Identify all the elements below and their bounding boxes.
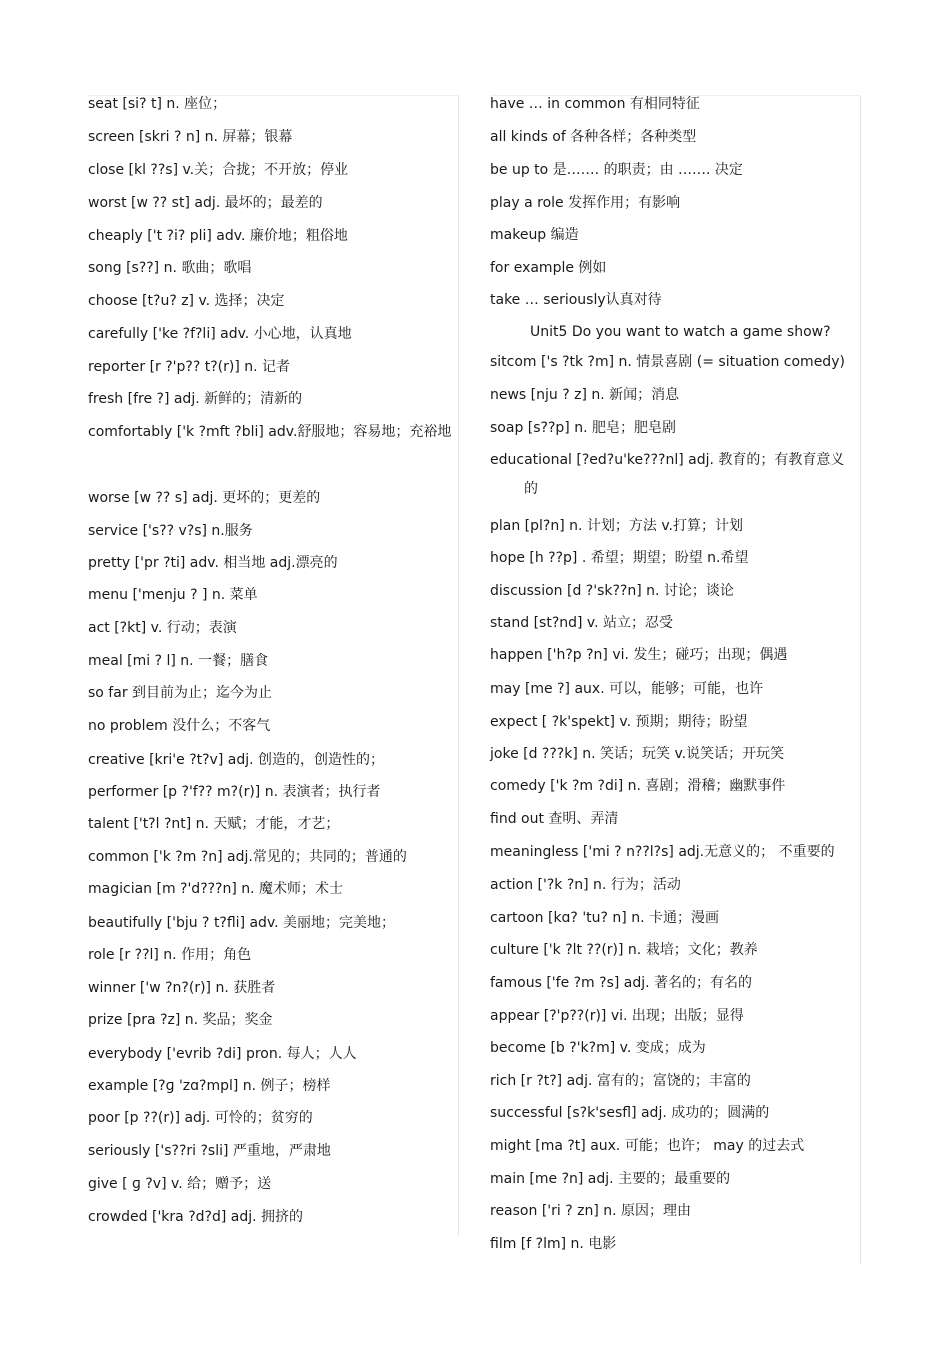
vocab-column-right [490, 95, 861, 1264]
vocab-entry: worse [w ?? s] adj. 更坏的；更差的 [88, 490, 321, 506]
vocab-entry: act [?kt] v. 行动；表演 [88, 620, 237, 636]
vocab-entry: song [s??] n. 歌曲；歌唱 [88, 260, 252, 276]
vocab-entry: makeup 编造 [490, 227, 579, 243]
vocab-entry: might [ma ?t] aux. 可能；也许； may 的过去式 [490, 1138, 805, 1154]
vocab-entry: successful [s?k'sesfl] adj. 成功的；圆满的 [490, 1105, 770, 1121]
vocab-entry: main [me ?n] adj. 主要的；最重要的 [490, 1171, 731, 1187]
vocab-entry: have … in common 有相同特征 [490, 96, 700, 112]
vocab-entry: action ['?k ?n] n. 行为；活动 [490, 877, 681, 893]
vocab-entry: plan [pl?n] n. 计划；方法 v.打算；计划 [490, 518, 744, 534]
vocab-entry: meal [mi ? l] n. 一餐；膳食 [88, 653, 269, 669]
vocab-entry: common ['k ?m ?n] adj.常见的；共同的；普通的 [88, 849, 407, 865]
vocab-entry: worst [w ?? st] adj. 最坏的；最差的 [88, 195, 323, 211]
vocab-entry: talent ['t?l ?nt] n. 天赋；才能，才艺； [88, 816, 340, 832]
vocab-entry: joke [d ???k] n. 笑话；玩笑 v.说笑话；开玩笑 [490, 746, 785, 762]
vocab-entry: play a role 发挥作用；有影响 [490, 195, 681, 211]
vocab-entry: stand [st?nd] v. 站立；忍受 [490, 615, 674, 631]
vocab-entry: winner ['w ?n?(r)] n. 获胜者 [88, 980, 276, 996]
vocab-entry: prize [pra ?z] n. 奖品；奖金 [88, 1012, 273, 1028]
unit-heading: Unit5 Do you want to watch a game show? [530, 324, 831, 340]
vocab-entry: performer [p ?'f?? m?(r)] n. 表演者；执行者 [88, 784, 381, 800]
vocab-entry: so far 到目前为止；迄今为止 [88, 685, 273, 701]
vocab-entry: news [nju ? z] n. 新闻；消息 [490, 387, 680, 403]
vocab-entry: seat [si? t] n. 座位； [88, 96, 227, 112]
vocab-entry: example [?ɡ 'zɑ?mpl] n. 例子；榜样 [88, 1078, 331, 1094]
vocab-entry: find out 查明、弄清 [490, 811, 619, 827]
vocab-entry: pretty ['pr ?ti] adv. 相当地 adj.漂亮的 [88, 555, 338, 571]
vocab-entry: carefully ['ke ?f?li] adv. 小心地，认真地 [88, 326, 352, 342]
vocab-entry: expect [ ?k'spekt] v. 预期；期待；盼望 [490, 714, 748, 730]
vocab-entry: poor [p ??(r)] adj. 可怜的；贫穷的 [88, 1110, 313, 1126]
vocab-entry: no problem 没什么；不客气 [88, 718, 271, 734]
vocab-entry: fresh [fre ?] adj. 新鲜的；清新的 [88, 391, 303, 407]
vocab-entry: seriously ['s??ri ?sli] 严重地，严肃地 [88, 1143, 331, 1159]
vocab-entry: educational [?ed?u'ke???nl] adj. 教育的；有教育意义的 [490, 452, 845, 497]
vocab-entry: culture ['k ?lt ??(r)] n. 栽培；文化；教养 [490, 942, 758, 958]
vocab-entry: close [kl ??s] v.关；合拢；不开放；停业 [88, 162, 349, 178]
vocab-entry: be up to 是……. 的职责；由 ……. 决定 [490, 162, 743, 178]
vocab-entry: everybody ['evrib ?di] pron. 每人；人人 [88, 1046, 357, 1062]
vocab-entry: comfortably ['k ?mft ?bli] adv.舒服地；容易地；充裕地 [88, 424, 452, 440]
vocab-entry: film [f ?lm] n. 电影 [490, 1236, 617, 1252]
vocab-entry: beautifully ['bju ? t?fli] adv. 美丽地；完美地； [88, 915, 396, 931]
vocab-entry: crowded ['kra ?d?d] adj. 拥挤的 [88, 1209, 304, 1225]
vocab-entry: meaningless ['mi ? n??l?s] adj.无意义的； 不重要的 [490, 844, 835, 860]
vocab-entry: role [r ??l] n. 作用；角色 [88, 947, 252, 963]
vocab-entry: all kinds of 各种各样；各种类型 [490, 129, 697, 145]
vocab-entry: give [ ɡ ?v] v. 给；赠予；送 [88, 1176, 272, 1192]
vocab-entry: screen [skri ? n] n. 屏幕；银幕 [88, 129, 293, 145]
vocab-entry: magician [m ?'d???n] n. 魔术师；术士 [88, 881, 344, 897]
vocab-entry: rich [r ?t?] adj. 富有的；富饶的；丰富的 [490, 1073, 751, 1089]
vocab-column-left [88, 95, 459, 1236]
vocab-entry: reason ['ri ? zn] n. 原因；理由 [490, 1203, 692, 1219]
vocab-entry: famous ['fe ?m ?s] adj. 著名的；有名的 [490, 975, 753, 991]
vocab-entry: comedy ['k ?m ?di] n. 喜剧；滑稽；幽默事件 [490, 778, 786, 794]
vocab-entry: for example 例如 [490, 260, 607, 276]
vocab-entry: reporter [r ?'p?? t?(r)] n. 记者 [88, 359, 291, 375]
vocab-entry: creative [kri'e ?t?v] adj. 创造的，创造性的； [88, 752, 384, 768]
vocab-entry: cartoon [kɑ? 'tu? n] n. 卡通；漫画 [490, 910, 719, 926]
vocab-entry: hope [h ??p] . 希望；期望；盼望 n.希望 [490, 550, 749, 566]
vocab-entry: discussion [d ?'sk??n] n. 讨论；谈论 [490, 583, 734, 599]
vocab-entry: menu ['menju ? ] n. 菜单 [88, 587, 258, 603]
vocab-entry: service ['s?? v?s] n.服务 [88, 523, 253, 539]
vocab-entry: soap [s??p] n. 肥皂；肥皂剧 [490, 420, 676, 436]
vocab-entry: cheaply ['t ?i? pli] adv. 廉价地；粗俗地 [88, 228, 348, 244]
vocab-entry: become [b ?'k?m] v. 变成；成为 [490, 1040, 706, 1056]
vocab-entry: happen ['h?p ?n] vi. 发生；碰巧；出现；偶遇 [490, 647, 788, 663]
vocab-entry: sitcom ['s ?tk ?m] n. 情景喜剧 (= situation comedy) [490, 354, 845, 370]
vocab-entry: take … seriously认真对待 [490, 292, 662, 308]
vocab-entry: appear [?'p??(r)] vi. 出现；出版；显得 [490, 1008, 744, 1024]
vocab-entry: may [me ?] aux. 可以，能够；可能，也许 [490, 681, 764, 697]
vocab-entry: choose [t?u? z] v. 选择；决定 [88, 293, 285, 309]
